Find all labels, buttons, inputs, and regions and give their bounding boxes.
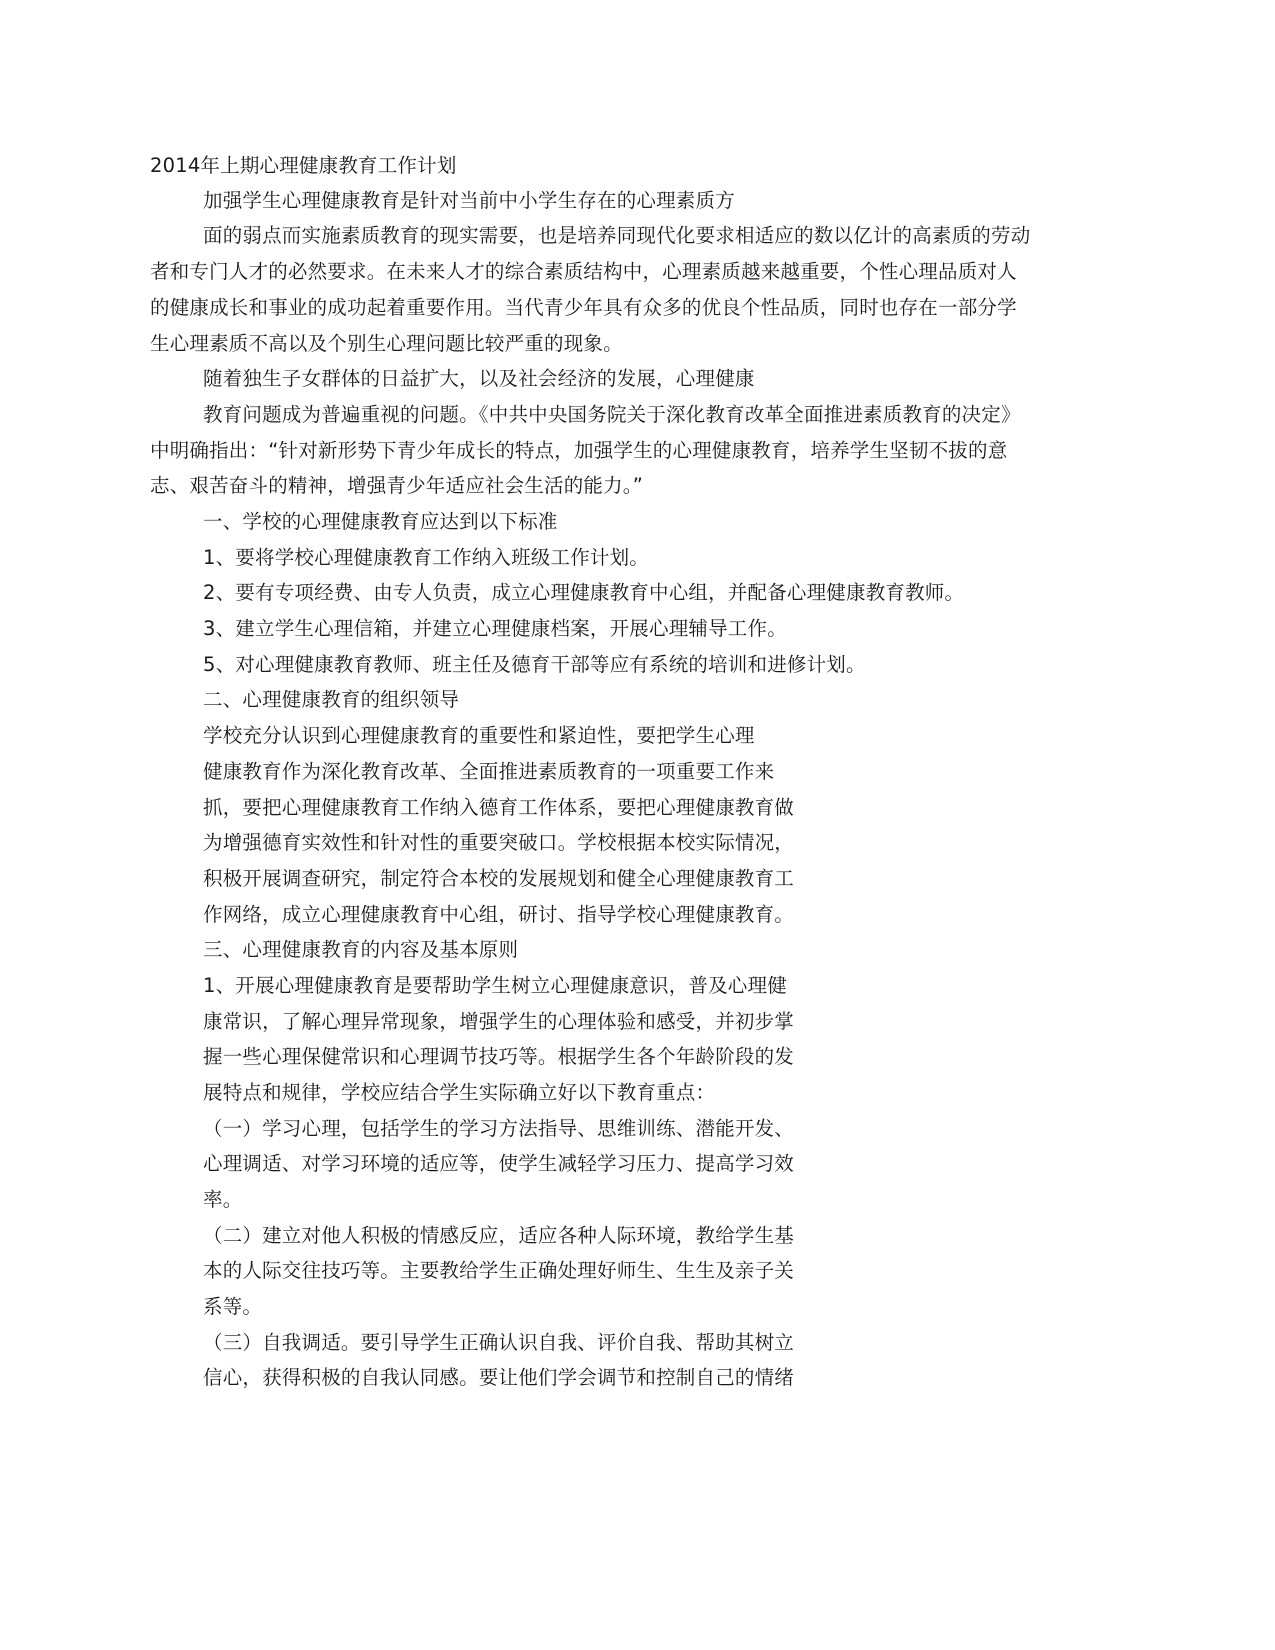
paragraph-line: 学校充分认识到心理健康教育的重要性和紧迫性，要把学生心理: [203, 724, 755, 747]
paragraph-line: （三）自我调适。要引导学生正确认识自我、评价自我、帮助其树立: [203, 1331, 795, 1354]
paragraph-line: 志、艰苦奋斗的精神，增强青少年适应社会生活的能力。”: [150, 474, 644, 497]
paragraph-line: 面的弱点而实施素质教育的现实需要，也是培养同现代化要求相适应的数以亿计的高素质的劳动: [203, 224, 1031, 247]
list-item: 5、对心理健康教育教师、班主任及德育干部等应有系统的培训和进修计划。: [203, 653, 866, 676]
paragraph-line: 的健康成长和事业的成功起着重要作用。当代青少年具有众多的优良个性品质，同时也存在一部分学: [150, 296, 1017, 319]
list-item: 2、要有专项经费、由专人负责，成立心理健康教育中心组，并配备心理健康教育教师。: [203, 581, 965, 604]
section-heading: 三、心理健康教育的内容及基本原则: [203, 938, 519, 961]
paragraph-line: 健康教育作为深化教育改革、全面推进素质教育的一项重要工作来: [203, 760, 775, 783]
list-item: 1、要将学校心理健康教育工作纳入班级工作计划。: [203, 546, 650, 569]
paragraph-line: 本的人际交往技巧等。主要教给学生正确处理好师生、生生及亲子关: [203, 1259, 795, 1282]
section-heading: 二、心理健康教育的组织领导: [203, 688, 460, 711]
paragraph-line: 康常识，了解心理异常现象，增强学生的心理体验和感受，并初步掌: [203, 1010, 795, 1033]
paragraph-line: 生心理素质不高以及个别生心理问题比较严重的现象。: [150, 332, 623, 355]
paragraph-line: （一）学习心理，包括学生的学习方法指导、思维训练、潜能开发、: [203, 1117, 795, 1140]
paragraph-line: 为增强德育实效性和针对性的重要突破口。学校根据本校实际情况，: [203, 831, 795, 854]
paragraph-line: 加强学生心理健康教育是针对当前中小学生存在的心理素质方: [203, 189, 735, 212]
list-item: 3、建立学生心理信箱，并建立心理健康档案，开展心理辅导工作。: [203, 617, 787, 640]
document-title: 2014年上期心理健康教育工作计划: [150, 154, 457, 177]
paragraph-line: 教育问题成为普遍重视的问题。《中共中央国务院关于深化教育改革全面推进素质教育的决定》: [203, 403, 1021, 426]
paragraph-line: 系等。: [203, 1295, 263, 1318]
paragraph-line: 抓，要把心理健康教育工作纳入德育工作体系，要把心理健康教育做: [203, 796, 795, 819]
paragraph-line: 者和专门人才的必然要求。在未来人才的综合素质结构中，心理素质越来越重要，个性心理品质对人: [150, 260, 1017, 283]
paragraph-line: 展特点和规律，学校应结合学生实际确立好以下教育重点：: [203, 1081, 716, 1104]
paragraph-line: 中明确指出：“针对新形势下青少年成长的特点，加强学生的心理健康教育，培养学生坚韧不拔的意: [150, 439, 1008, 462]
paragraph-line: （二）建立对他人积极的情感反应，适应各种人际环境，教给学生基: [203, 1224, 795, 1247]
paragraph-line: 积极开展调查研究，制定符合本校的发展规划和健全心理健康教育工: [203, 867, 795, 890]
paragraph-line: 信心，获得积极的自我认同感。要让他们学会调节和控制自己的情绪: [203, 1366, 795, 1389]
paragraph-line: 随着独生子女群体的日益扩大，以及社会经济的发展，心理健康: [203, 367, 755, 390]
paragraph-line: 1、开展心理健康教育是要帮助学生树立心理健康意识，普及心理健: [203, 974, 787, 997]
section-heading: 一、学校的心理健康教育应达到以下标准: [203, 510, 558, 533]
paragraph-line: 作网络，成立心理健康教育中心组，研讨、指导学校心理健康教育。: [203, 903, 795, 926]
paragraph-line: 心理调适、对学习环境的适应等，使学生减轻学习压力、提高学习效: [203, 1152, 795, 1175]
paragraph-line: 率。: [203, 1188, 243, 1211]
paragraph-line: 握一些心理保健常识和心理调节技巧等。根据学生各个年龄阶段的发: [203, 1045, 795, 1068]
